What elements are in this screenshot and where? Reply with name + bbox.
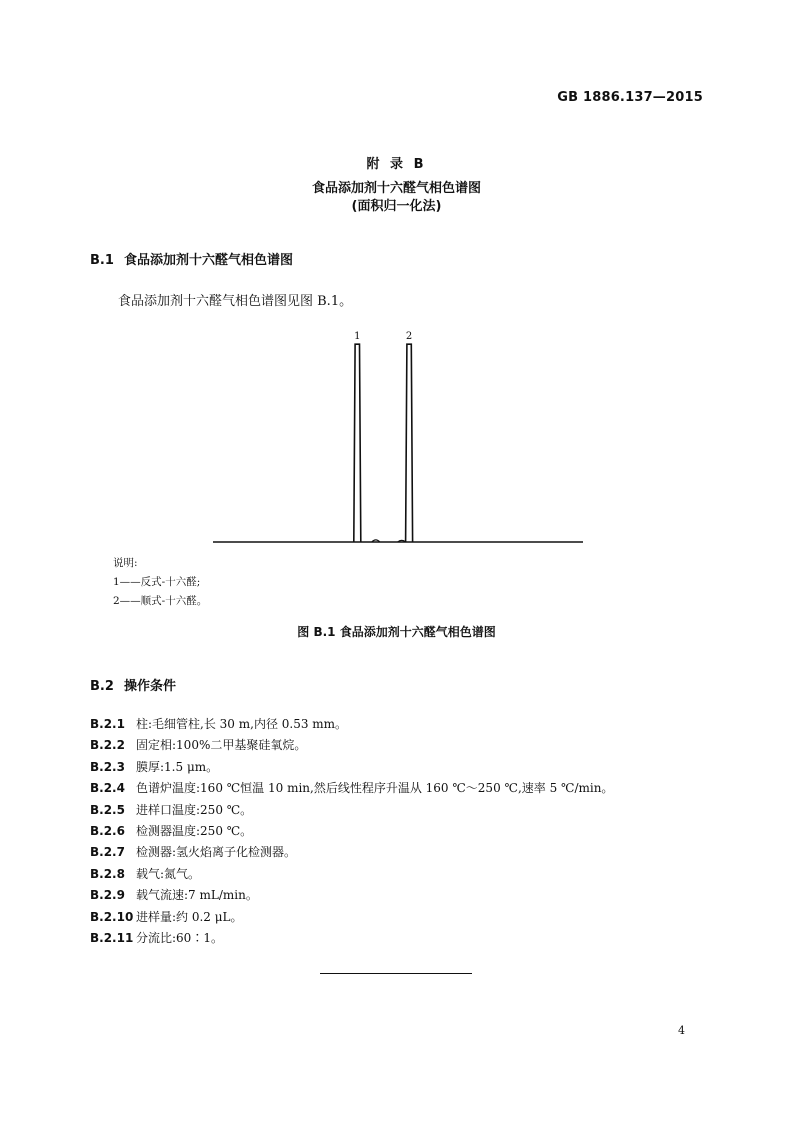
condition-text: 检测器温度:250 ℃。 (136, 824, 253, 838)
condition-item (90, 865, 200, 882)
condition-number: B.2.8 (90, 866, 125, 881)
condition-number: B.2.5 (90, 802, 125, 817)
appendix-label: 附 录 B (366, 157, 427, 172)
chromatogram-figure (205, 310, 585, 548)
condition-text: 检测器:氢火焰离子化检测器。 (136, 845, 297, 860)
standard-number: GB 1886.137—2015 (557, 90, 703, 105)
condition-number: B.2.11 (90, 931, 134, 945)
appendix-title: 食品添加剂十六醛气相色谱图 (311, 181, 481, 196)
condition-item (90, 736, 306, 753)
condition-number: B.2.1 (90, 717, 125, 731)
section-b1-heading (90, 249, 293, 268)
condition-number: B.2.7 (90, 845, 125, 860)
condition-item (90, 715, 347, 732)
condition-text: 分流比:60∶1。 (136, 931, 223, 945)
appendix-subtitle: (面积归一化法) (351, 199, 442, 214)
condition-item (90, 758, 218, 775)
section-number: B.1 (90, 253, 114, 268)
condition-number: B.2.6 (90, 824, 125, 838)
peak-label: 2 (405, 331, 413, 343)
condition-number: B.2.3 (90, 759, 125, 774)
page-number: 4 (678, 1024, 685, 1037)
section-b1-paragraph: 食品添加剂十六醛气相色谱图见图 B.1。 (118, 294, 353, 309)
section-title: 食品添加剂十六醛气相色谱图 (124, 253, 294, 268)
condition-item (90, 908, 243, 925)
condition-text: 固定相:100%二甲基聚硅氧烷。 (136, 738, 307, 753)
condition-item (90, 779, 613, 796)
legend-item-1: 1——反式-十六醛; (113, 576, 201, 588)
condition-text: 进样口温度:250 ℃。 (136, 802, 253, 817)
condition-item (90, 843, 296, 860)
condition-text: 进样量:约 0.2 μL。 (136, 909, 243, 924)
legend-item-2: 2——顺式-十六醛。 (113, 595, 208, 607)
condition-number: B.2.10 (90, 909, 134, 924)
chromatogram-peak (354, 344, 361, 542)
condition-text: 载气流速:7 mL/min。 (136, 888, 258, 903)
condition-text: 载气:氮气。 (136, 866, 201, 881)
condition-text: 色谱炉温度:160 ℃恒温 10 min,然后线性程序升温从 160 ℃～250 ℃,速率 5 ℃/min。 (136, 781, 614, 796)
condition-text: 柱:毛细管柱,长 30 m,内径 0.53 mm。 (136, 717, 348, 731)
figure-caption: 图 B.1 食品添加剂十六醛气相色谱图 (297, 625, 496, 639)
condition-number: B.2.9 (90, 888, 125, 903)
condition-item (90, 886, 258, 903)
condition-number: B.2.2 (90, 738, 125, 753)
section-b2-heading (90, 675, 176, 694)
peak-label: 1 (354, 331, 361, 343)
chromatogram-peak (406, 344, 413, 542)
section-number: B.2 (90, 679, 114, 694)
condition-item (90, 801, 252, 818)
condition-item (90, 822, 252, 839)
condition-text: 膜厚:1.5 μm。 (136, 759, 219, 774)
condition-number: B.2.4 (90, 781, 125, 796)
end-rule (320, 973, 472, 974)
condition-item (90, 929, 223, 946)
section-title: 操作条件 (124, 679, 177, 694)
legend-title: 说明: (113, 557, 138, 569)
